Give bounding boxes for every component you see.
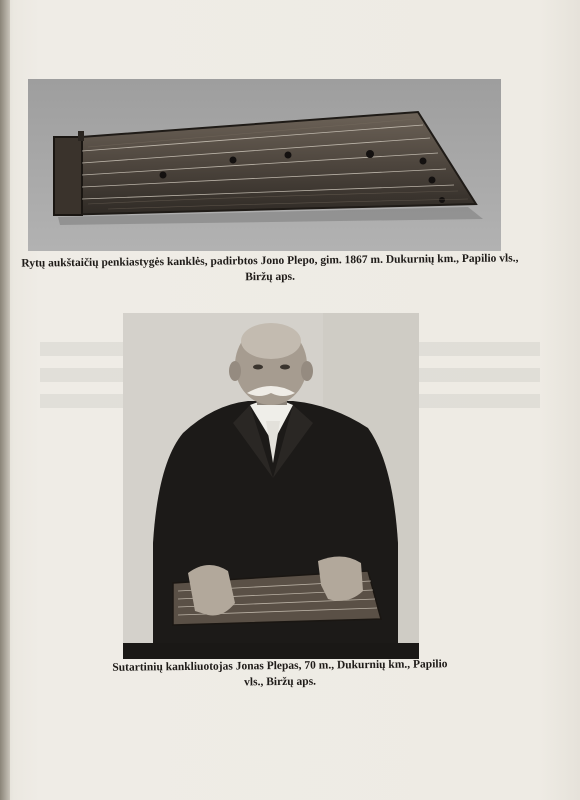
page-spine-shadow xyxy=(0,0,10,800)
player-portrait-photo xyxy=(123,313,419,659)
player-caption: Sutartinių kankliuotojas Jonas Plepas, 70 m., Dukurnių km., Papilio vls., Biržų aps. xyxy=(112,658,448,689)
instrument-caption: Rytų aukštaičių penkiastygės kanklės, padirbtos Jono Plepo, gim. 1867 m. Dukurnių km., Papilio vls., Biržų aps. xyxy=(21,252,519,284)
kankles-photo xyxy=(28,79,501,251)
kankliuotojas-portrait-image xyxy=(123,313,419,659)
kankles-instrument-image xyxy=(28,79,501,251)
